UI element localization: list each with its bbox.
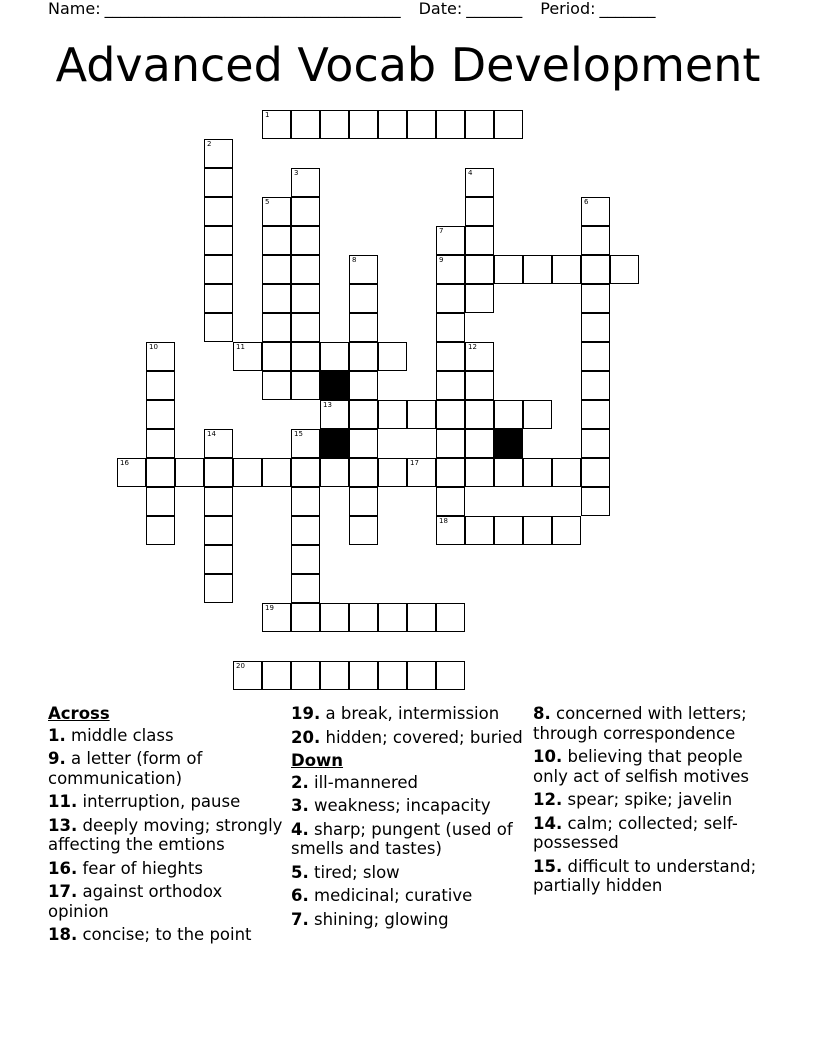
grid-cell[interactable]: [523, 458, 552, 487]
clue-item-number: 7.: [291, 909, 309, 929]
grid-cell[interactable]: [146, 371, 175, 400]
clue-number: 16: [120, 459, 129, 467]
grid-cell[interactable]: [494, 400, 523, 429]
grid-cell[interactable]: [494, 255, 523, 284]
grid-cell[interactable]: [436, 342, 465, 371]
clue-item-text: believing that people only act of selfish motives: [533, 747, 749, 786]
clue-item: [291, 704, 527, 724]
clue-item: [533, 747, 773, 786]
grid-cell[interactable]: [291, 487, 320, 516]
grid-cell[interactable]: [465, 255, 494, 284]
grid-cell[interactable]: [204, 545, 233, 574]
grid-cell[interactable]: [465, 226, 494, 255]
clue-item-number: 15.: [533, 856, 563, 876]
clue-number: 4: [468, 169, 473, 177]
grid-cell[interactable]: [465, 458, 494, 487]
clue-item-number: 9.: [48, 749, 66, 768]
grid-cell[interactable]: [581, 342, 610, 371]
grid-cell[interactable]: [436, 458, 465, 487]
grid-cell[interactable]: [233, 458, 262, 487]
grid-cell[interactable]: [262, 110, 291, 139]
clue-item-text: medicinal; curative: [314, 886, 473, 905]
grid-cell[interactable]: [378, 458, 407, 487]
grid-cell[interactable]: [407, 661, 436, 690]
clue-item-number: 1.: [48, 725, 66, 745]
clue-number: 1: [265, 111, 270, 119]
clue-item: [291, 820, 527, 859]
grid-cell[interactable]: [262, 284, 291, 313]
grid-cell[interactable]: [349, 516, 378, 545]
grid-cell[interactable]: [378, 661, 407, 690]
grid-cell[interactable]: [291, 342, 320, 371]
grid-block: [320, 429, 349, 458]
clue-item-text: weakness; incapacity: [314, 796, 491, 815]
period-label: Period:: [540, 0, 596, 18]
clue-item: [291, 886, 527, 906]
grid-cell[interactable]: [146, 516, 175, 545]
clue-number: 3: [294, 169, 299, 177]
grid-cell[interactable]: [291, 284, 320, 313]
clue-item: [48, 726, 284, 746]
grid-cell[interactable]: [552, 458, 581, 487]
clue-item: [48, 925, 284, 945]
grid-cell[interactable]: [262, 603, 291, 632]
clue-number: 14: [207, 430, 216, 438]
clue-number: 18: [439, 517, 448, 525]
grid-cell[interactable]: [262, 371, 291, 400]
grid-cell[interactable]: [465, 168, 494, 197]
grid-cell[interactable]: [436, 371, 465, 400]
grid-cell[interactable]: [465, 197, 494, 226]
grid-cell[interactable]: [204, 574, 233, 603]
clue-item-text: interruption, pause: [82, 792, 241, 811]
clue-item-number: 6.: [291, 886, 309, 905]
clue-item-text: a break, intermission: [325, 704, 500, 723]
grid-cell[interactable]: [581, 429, 610, 458]
grid-cell[interactable]: [291, 516, 320, 545]
grid-cell[interactable]: [291, 226, 320, 255]
clue-item: [533, 857, 773, 896]
clue-number: 10: [149, 343, 158, 351]
grid-cell[interactable]: [581, 400, 610, 429]
grid-cell[interactable]: [378, 110, 407, 139]
grid-cell[interactable]: [349, 284, 378, 313]
grid-cell[interactable]: [407, 603, 436, 632]
grid-block: [320, 371, 349, 400]
grid-cell[interactable]: [436, 255, 465, 284]
grid-cell[interactable]: [204, 255, 233, 284]
grid-cell[interactable]: [349, 458, 378, 487]
grid-cell[interactable]: [320, 110, 349, 139]
grid-cell[interactable]: [262, 661, 291, 690]
grid-cell[interactable]: [262, 342, 291, 371]
clue-item-text: concerned with letters; through correspondence: [533, 704, 747, 743]
grid-cell[interactable]: [204, 168, 233, 197]
clue-number: 2: [207, 140, 212, 148]
grid-cell[interactable]: [291, 574, 320, 603]
clue-item-number: 4.: [291, 819, 309, 839]
grid-block: [494, 429, 523, 458]
grid-cell[interactable]: [117, 458, 146, 487]
grid-cell[interactable]: [291, 110, 320, 139]
clue-item-number: 11.: [48, 792, 78, 811]
clue-item-text: spear; spike; javelin: [567, 790, 733, 809]
clue-item: [291, 796, 527, 816]
grid-cell[interactable]: [262, 255, 291, 284]
clue-number: 8: [352, 256, 357, 264]
grid-cell[interactable]: [552, 255, 581, 284]
page-title: Advanced Vocab Development: [55, 38, 761, 92]
clue-item-number: 5.: [291, 862, 309, 882]
grid-cell[interactable]: [146, 400, 175, 429]
clue-number: 19: [265, 604, 274, 612]
grid-cell[interactable]: [436, 110, 465, 139]
grid-cell[interactable]: [204, 197, 233, 226]
grid-cell[interactable]: [523, 255, 552, 284]
clue-item-text: concise; to the point: [82, 925, 252, 944]
clue-item: [533, 814, 773, 853]
clue-item: [291, 910, 527, 930]
grid-cell[interactable]: [320, 400, 349, 429]
grid-cell[interactable]: [581, 226, 610, 255]
clue-number: 9: [439, 256, 444, 264]
grid-cell[interactable]: [349, 487, 378, 516]
grid-cell[interactable]: [581, 371, 610, 400]
grid-cell[interactable]: [349, 603, 378, 632]
grid-cell[interactable]: [291, 371, 320, 400]
grid-cell[interactable]: [465, 342, 494, 371]
grid-cell[interactable]: [378, 400, 407, 429]
clue-item-text: against orthodox opinion: [48, 882, 223, 921]
clue-number: 7: [439, 227, 444, 235]
grid-cell[interactable]: [436, 603, 465, 632]
clue-item-number: 2.: [291, 772, 309, 792]
grid-cell[interactable]: [349, 429, 378, 458]
name-blank[interactable]: _____________________________________: [104, 0, 401, 18]
grid-cell[interactable]: [465, 284, 494, 313]
grid-cell[interactable]: [581, 197, 610, 226]
grid-cell[interactable]: [204, 284, 233, 313]
clue-item: [533, 790, 773, 810]
clue-item-number: 20.: [291, 727, 321, 747]
grid-cell[interactable]: [262, 313, 291, 342]
grid-cell[interactable]: [436, 226, 465, 255]
grid-cell[interactable]: [523, 400, 552, 429]
grid-cell[interactable]: [262, 458, 291, 487]
clue-number: 15: [294, 430, 303, 438]
grid-cell[interactable]: [465, 429, 494, 458]
grid-cell[interactable]: [320, 603, 349, 632]
grid-cell[interactable]: [349, 342, 378, 371]
clue-item: [48, 859, 284, 879]
grid-cell[interactable]: [494, 110, 523, 139]
grid-cell[interactable]: [291, 458, 320, 487]
grid-cell[interactable]: [204, 458, 233, 487]
clue-number: 6: [584, 198, 589, 206]
grid-cell[interactable]: [175, 458, 204, 487]
clue-item-text: hidden; covered; buried: [325, 727, 523, 747]
clue-item-number: 18.: [48, 925, 78, 944]
clue-item-text: shining; glowing: [314, 909, 449, 929]
clues-column-2: [291, 704, 527, 933]
grid-cell[interactable]: [291, 603, 320, 632]
clue-item-text: sharp; pungent (used of smells and tastes): [291, 819, 513, 858]
clue-number: 17: [410, 459, 419, 467]
grid-cell[interactable]: [262, 197, 291, 226]
clue-item: [48, 816, 284, 855]
grid-cell[interactable]: [204, 429, 233, 458]
grid-cell[interactable]: [581, 458, 610, 487]
grid-cell[interactable]: [465, 516, 494, 545]
clue-item-text: deeply moving; strongly affecting the emtions: [48, 815, 283, 854]
period-blank[interactable]: _______: [599, 0, 656, 18]
clue-item: [48, 749, 284, 788]
clues-column-3: [533, 704, 773, 900]
grid-cell[interactable]: [581, 284, 610, 313]
clue-item: [48, 792, 284, 812]
grid-cell[interactable]: [204, 313, 233, 342]
clue-number: 11: [236, 343, 245, 351]
grid-cell[interactable]: [581, 487, 610, 516]
clue-item-text: tired; slow: [314, 862, 400, 882]
grid-cell[interactable]: [436, 284, 465, 313]
grid-cell[interactable]: [407, 400, 436, 429]
grid-cell[interactable]: [378, 342, 407, 371]
clue-item-number: 3.: [291, 796, 309, 815]
clue-item: [533, 704, 773, 743]
grid-cell[interactable]: [146, 458, 175, 487]
grid-cell[interactable]: [291, 429, 320, 458]
clue-item-text: a letter (form of communication): [48, 749, 203, 788]
clue-item-number: 10.: [533, 747, 563, 766]
grid-cell[interactable]: [465, 371, 494, 400]
clue-item-text: difficult to understand; partially hidden: [533, 856, 757, 895]
grid-cell[interactable]: [581, 255, 610, 284]
name-label: Name:: [48, 0, 101, 18]
clue-item-text: ill-mannered: [314, 772, 419, 792]
grid-cell[interactable]: [320, 342, 349, 371]
date-label: Date:: [418, 0, 463, 18]
grid-cell[interactable]: [262, 226, 291, 255]
clue-number: 13: [323, 401, 332, 409]
grid-cell[interactable]: [204, 226, 233, 255]
grid-cell[interactable]: [349, 371, 378, 400]
clue-item-number: 13.: [48, 815, 78, 835]
grid-cell[interactable]: [291, 661, 320, 690]
grid-cell[interactable]: [436, 313, 465, 342]
grid-cell[interactable]: [465, 400, 494, 429]
grid-cell[interactable]: [146, 429, 175, 458]
grid-cell[interactable]: [291, 168, 320, 197]
grid-cell[interactable]: [291, 545, 320, 574]
clue-item-text: fear of hieghts: [82, 858, 203, 878]
grid-cell[interactable]: [465, 110, 494, 139]
clue-item-number: 17.: [48, 882, 78, 901]
grid-cell[interactable]: [407, 458, 436, 487]
grid-cell[interactable]: [233, 661, 262, 690]
grid-cell[interactable]: [349, 255, 378, 284]
grid-cell[interactable]: [436, 516, 465, 545]
clue-item-number: 19.: [291, 704, 321, 723]
grid-cell[interactable]: [436, 487, 465, 516]
clue-item-number: 14.: [533, 813, 563, 833]
grid-cell[interactable]: [291, 197, 320, 226]
clue-number: 5: [265, 198, 270, 206]
grid-cell[interactable]: [349, 110, 378, 139]
grid-cell[interactable]: [436, 429, 465, 458]
clue-item: [291, 728, 527, 748]
grid-cell[interactable]: [204, 139, 233, 168]
grid-cell[interactable]: [523, 516, 552, 545]
grid-cell[interactable]: [610, 255, 639, 284]
grid-cell[interactable]: [146, 487, 175, 516]
clue-item-number: 12.: [533, 790, 563, 809]
clue-item-text: middle class: [71, 725, 174, 745]
grid-cell[interactable]: [378, 603, 407, 632]
grid-cell[interactable]: [436, 400, 465, 429]
grid-cell[interactable]: [494, 516, 523, 545]
clue-item-number: 8.: [533, 704, 551, 723]
grid-cell[interactable]: [436, 661, 465, 690]
grid-cell[interactable]: [349, 313, 378, 342]
clue-item: [48, 882, 284, 921]
grid-cell[interactable]: [349, 661, 378, 690]
grid-cell[interactable]: [552, 516, 581, 545]
grid-cell[interactable]: [581, 313, 610, 342]
clue-item-number: 16.: [48, 858, 78, 878]
grid-cell[interactable]: [233, 342, 262, 371]
grid-cell[interactable]: [349, 400, 378, 429]
grid-cell[interactable]: [320, 458, 349, 487]
grid-cell[interactable]: [204, 516, 233, 545]
grid-cell[interactable]: [320, 661, 349, 690]
clues-column-1: [48, 704, 284, 949]
across-heading: Across: [48, 704, 110, 723]
date-blank[interactable]: _______: [466, 0, 523, 18]
down-heading: Down: [291, 751, 344, 770]
clue-number: 20: [236, 662, 245, 670]
clue-number: 12: [468, 343, 477, 351]
grid-cell[interactable]: [146, 342, 175, 371]
grid-cell[interactable]: [291, 255, 320, 284]
grid-cell[interactable]: [494, 458, 523, 487]
clue-item-text: calm; collected; self-possessed: [533, 813, 738, 852]
clue-item: [291, 773, 527, 793]
grid-cell[interactable]: [291, 313, 320, 342]
grid-cell[interactable]: [407, 110, 436, 139]
grid-cell[interactable]: [204, 487, 233, 516]
clue-item: [291, 863, 527, 883]
